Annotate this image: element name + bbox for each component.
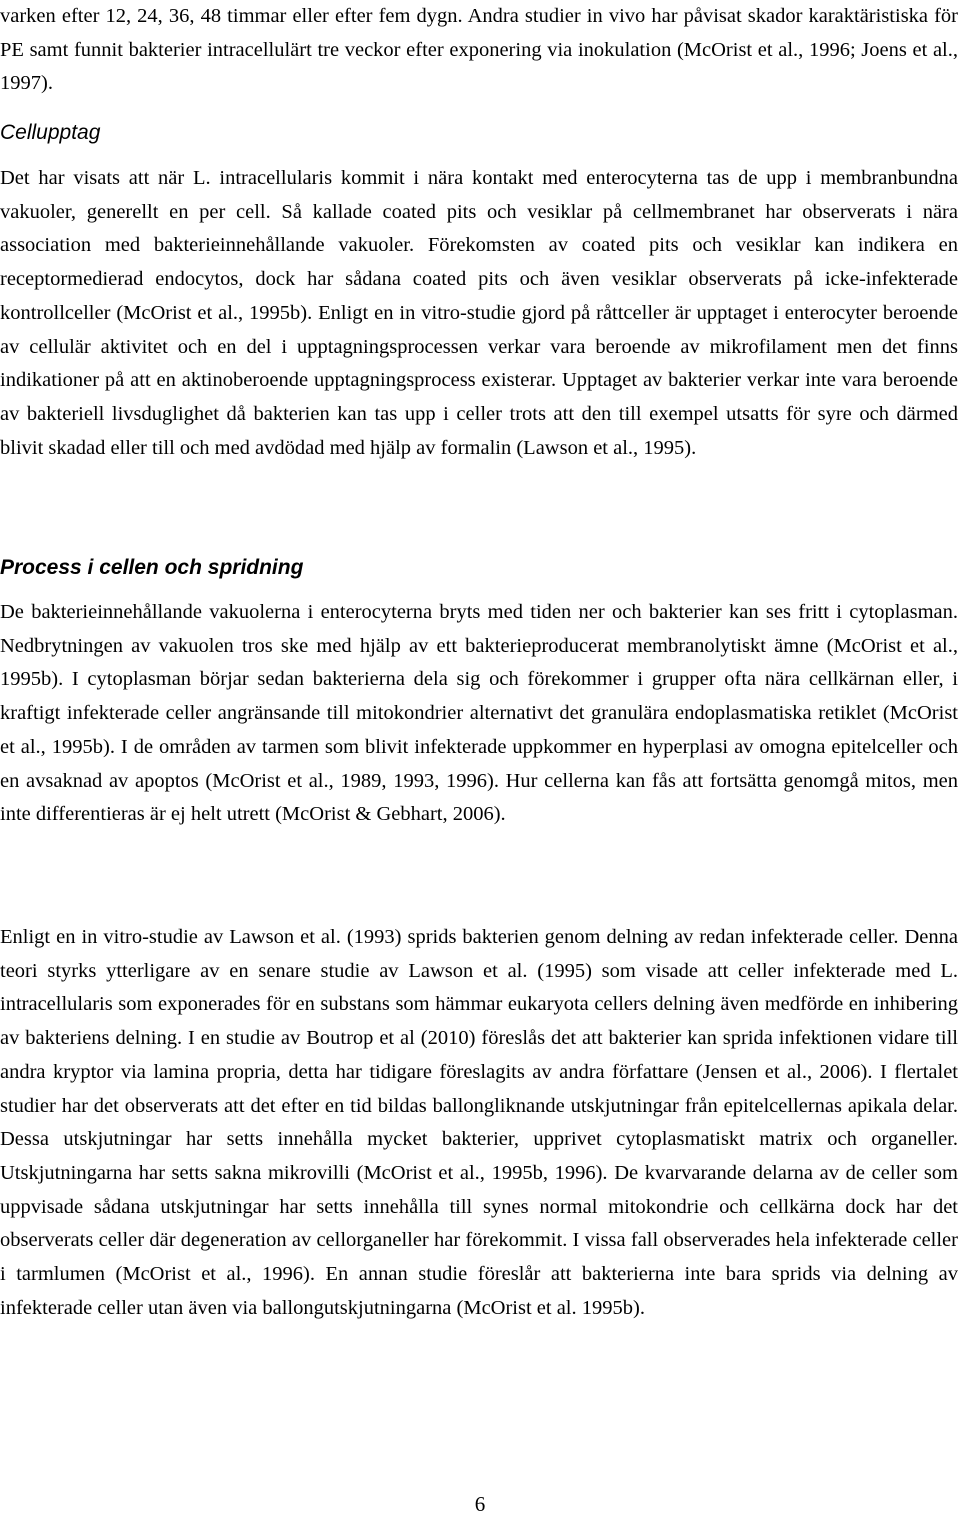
heading-process-i-cellen: Process i cellen och spridning [0,556,304,579]
heading-cellupptag: Cellupptag [0,121,101,144]
intro-paragraph: varken efter 12, 24, 36, 48 timmar eller efter fem dygn. Andra studier in vivo har påvisat skador karaktäristiska för PE samt funnit bakterier intracellulärt tre veckor efter exponering via inokulation (McOrist et al., 1996; Joens et al., 1997). [0,5,958,95]
process-paragraph-2: Enligt en in vitro-studie av Lawson et al. (1993) sprids bakterien genom delning av redan infekterade celler. Denna teori styrks ytterligare av en senare studie av Lawson et al. (1995) som visade att celler infekterade med L. intracellularis som exponerades för en substans som hämmar eukaryota cellers delning även medförde en inhibering av bakteriens delning. I en studie av Boutrop et al (2010) föreslås det att bakterier kan sprida infektionen vidare till andra kryptor via lamina propria, detta har tidigare föreslagits av andra författare (Jensen et al., 2006). I flertalet studier har det observerats att det efter en tid bildas ballongliknande utskjutningar från epitelcellernas apikala delar. Dessa utskjutningar har setts innehålla mycket bakterier, upprivet cytoplasmatiskt matrix och organeller. Utskjutningarna har setts sakna mikrovilli (McOrist et al., 1995b, 1996). De kvarvarande delarna av de celler som uppvisade sådana utskjutningar har setts innehålla till synes normal mitokondrie och cellkärna dock har det observerats celler där degeneration av cellorganeller har förekommit. I vissa fall observerades hela infekterade celler i tarmlumen (McOrist et al., 1996). En annan studie föreslår att bakterierna inte bara sprids via delning av infekterade celler utan även via ballongutskjutningarna (McOrist et al. 1995b). [0,926,958,1319]
process-paragraph-1: De bakterieinnehållande vakuolerna i enterocyterna bryts med tiden ner och bakterier kan ses fritt i cytoplasman. Nedbrytningen av vakuolen tros ske med hjälp av ett bakterieproducerat membranolytiskt ämne (McOrist et al., 1995b). I cytoplasman börjar sedan bakterierna dela sig och förekommer i grupper ofta nära cellkärnan eller, i kraftigt infekterade celler angränsande till mitokondrier alternativt det granulära endoplasmatiska retiklet (McOrist et al., 1995b). I de områden av tarmen som blivit infekterade uppkommer en hyperplasi av omogna epitelceller och en avsaknad av apoptos (McOrist et al., 1989, 1993, 1996). Hur cellerna kan fås att fortsätta genomgå mitos, men inte differentieras är ej helt utrett (McOrist & Gebhart, 2006). [0,601,958,826]
cellupptag-paragraph: Det har visats att när L. intracellularis kommit i nära kontakt med enterocyterna tas de upp i membranbundna vakuoler, generellt en per cell. Så kallade coated pits och vesiklar på cellmembranet har observerats i nära association med bakterieinnehållande vakuoler. Förekomsten av coated pits och vesiklar kan indikera en receptormedierad endocytos, dock har sådana coated pits och även vesiklar observerats på icke-infekterade kontrollceller (McOrist et al., 1995b). Enligt en in vitro-studie gjord på råttceller är upptaget i enterocyter beroende av cellulär aktivitet och en del i upptagningsprocessen verkar vara beroende av mikrofilament men det finns indikationer på att en aktinoberoende upptagningsprocess existerar. Upptaget av bakterier verkar inte vara beroende av bakteriell livsduglighet då bakterien kan tas upp i celler trots att den till exempel utsatts för syre och därmed blivit skadad eller till och med avdödad med hjälp av formalin (Lawson et al., 1995). [0,167,958,459]
page-number: 6 [474,1492,486,1516]
